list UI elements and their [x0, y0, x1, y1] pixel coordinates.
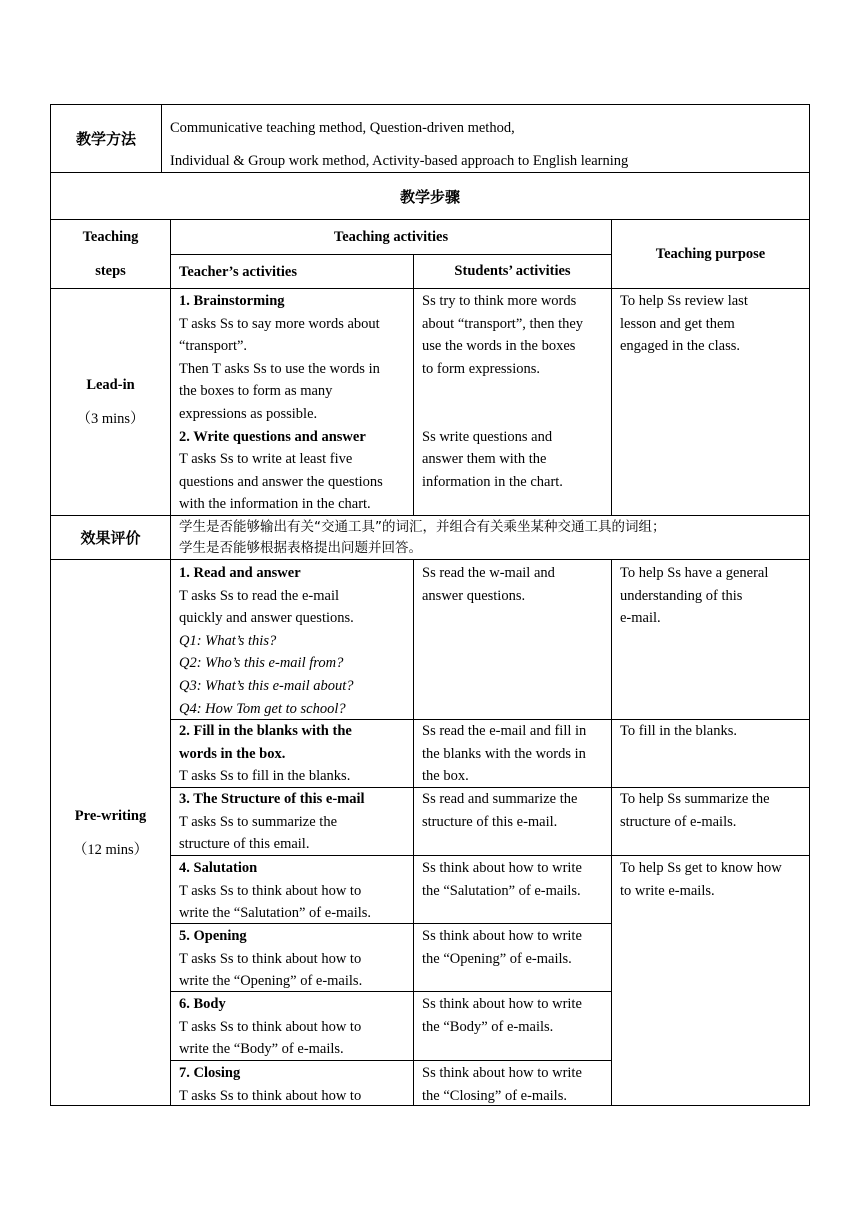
header-teacher-activities: [170, 254, 414, 289]
leadin-s2-line: information in the chart.: [422, 473, 563, 490]
pw-row3-purpose: [611, 787, 810, 856]
pw-row1-students: [413, 559, 612, 720]
pw-row2-line: T asks Ss to fill in the blanks.: [179, 768, 351, 785]
leadin-t1-line: “transport”.: [179, 338, 248, 355]
header-steps-line-2: steps: [95, 263, 126, 279]
pw-row6-line: write the “Body” of e-mails.: [179, 1041, 344, 1058]
pw-row2-title: words in the box.: [179, 745, 286, 762]
pw-row2-student-line: the blanks with the words in: [422, 745, 586, 762]
leadin-s1-line: use the words in the boxes: [422, 338, 576, 355]
pw-row2-purpose-line: To fill in the blanks.: [620, 723, 737, 739]
pw-row5-line: T asks Ss to think about how to: [179, 950, 362, 967]
method-line-2: Individual & Group work method, Activity-based approach to English learning: [170, 153, 629, 169]
leadin-purpose-line: To help Ss review last: [620, 293, 748, 309]
pw-row1-student-line: Ss read the w-mail and: [422, 565, 555, 581]
leadin-teacher-cell: [170, 288, 414, 516]
pw-row1-purpose-line: To help Ss have a general: [620, 565, 769, 581]
pw-row6-line: T asks Ss to think about how to: [179, 1018, 362, 1035]
leadin-time: （3 mins）: [76, 411, 145, 427]
pw-row4-teacher: [170, 855, 414, 924]
pw-row1-purpose-line: e-mail.: [620, 610, 661, 627]
prewriting-time: （12 mins）: [72, 841, 149, 858]
header-teaching-steps: [50, 219, 171, 289]
header-activities-label: Teaching activities: [333, 228, 449, 245]
pw-row4-line: T asks Ss to think about how to: [179, 882, 362, 899]
pw-row1-line: T asks Ss to read the e-mail: [179, 587, 340, 604]
pw-row2-student-line: the box.: [422, 768, 469, 785]
header-students-label: Students’ activities: [454, 263, 571, 280]
pw-row1-purpose-line: understanding of this: [620, 587, 743, 604]
pw-row6-student-line: the “Body” of e-mails.: [422, 1018, 554, 1035]
header-steps-line-1: Teaching: [82, 229, 139, 245]
steps-title-cell: [50, 172, 810, 220]
pw-row4-students: [413, 855, 612, 924]
prewriting-label: Pre-writing: [74, 807, 147, 824]
pw-row5-teacher: [170, 923, 414, 992]
method-label-cell: [50, 104, 162, 173]
pw-row3-teacher: [170, 787, 414, 856]
pw-row6-students: [413, 991, 612, 1061]
leadin-s2-line: Ss write questions and: [422, 428, 553, 445]
header-students-activities: [413, 254, 612, 289]
pw-row3-title: 3. The Structure of this e-mail: [179, 791, 365, 807]
eval-label-cell: [50, 515, 171, 560]
pw-row2-teacher: [170, 719, 414, 788]
pw-row3-purpose-line: To help Ss summarize the: [620, 791, 770, 807]
steps-title: 教学步骤: [399, 187, 460, 206]
leadin-t1-title: 1. Brainstorming: [179, 293, 285, 309]
pw-row4-line: write the “Salutation” of e-mails.: [179, 905, 372, 922]
pw-row5-title: 5. Opening: [179, 928, 247, 944]
pw-row3-students: [413, 787, 612, 856]
eval-line-2: 学生是否能够根据表格提出问题并回答。: [179, 540, 422, 556]
pw-row2-students: [413, 719, 612, 788]
pw-row3-student-line: Ss read and summarize the: [422, 791, 578, 807]
pw-row5-students: [413, 923, 612, 992]
pw-row7-students: [413, 1060, 612, 1106]
pw-row1-question: Q1: What’s this?: [179, 632, 277, 649]
pw-row6-title: 6. Body: [179, 996, 226, 1012]
pw-row4-student-line: the “Salutation” of e-mails.: [422, 882, 581, 899]
pw-row2-title: 2. Fill in the blanks with the: [179, 723, 352, 739]
pw-row1-title: 1. Read and answer: [179, 565, 301, 581]
pw-row5-student-line: Ss think about how to write: [422, 928, 582, 944]
pw-row7-line: T asks Ss to think about how to: [179, 1087, 362, 1104]
leadin-t1-line: expressions as possible.: [179, 405, 318, 422]
pw-row4-purpose-line: To help Ss get to know how: [620, 860, 782, 876]
leadin-step-cell: [50, 288, 171, 516]
eval-content-cell: [170, 515, 810, 560]
leadin-t1-line: T asks Ss to say more words about: [179, 315, 380, 332]
pw-row1-student-line: answer questions.: [422, 587, 526, 604]
leadin-s1-line: about “transport”, then they: [422, 315, 584, 332]
method-line-1: Communicative teaching method, Question-driven method,: [170, 120, 515, 136]
leadin-purpose-cell: [611, 288, 810, 516]
pw-row3-line: T asks Ss to summarize the: [179, 813, 338, 830]
leadin-t1-line: the boxes to form as many: [179, 383, 333, 400]
pw-row3-student-line: structure of this e-mail.: [422, 813, 558, 830]
header-teaching-purpose: [611, 219, 810, 289]
pw-row4-purpose-line: to write e-mails.: [620, 882, 715, 899]
header-teaching-activities: [170, 219, 612, 255]
leadin-t2-line: T asks Ss to write at least five: [179, 451, 353, 468]
leadin-purpose-line: engaged in the class.: [620, 338, 740, 355]
pw-row7-title: 7. Closing: [179, 1065, 241, 1081]
leadin-label: Lead-in: [86, 377, 135, 393]
pw-row7-teacher: [170, 1060, 414, 1106]
leadin-t1-line: Then T asks Ss to use the words in: [179, 360, 380, 377]
header-teacher-label: Teacher’s activities: [179, 264, 297, 280]
pw-row3-line: structure of this email.: [179, 836, 310, 853]
header-purpose-label: Teaching purpose: [655, 245, 766, 262]
leadin-spacer: [422, 403, 611, 426]
leadin-students-cell: [413, 288, 612, 516]
pw-row5-student-line: the “Opening” of e-mails.: [422, 950, 572, 967]
pw-row1-question: Q4: How Tom get to school?: [179, 700, 346, 717]
leadin-spacer: [422, 380, 611, 403]
prewriting-step-cell: [50, 559, 171, 1106]
leadin-t2-title: 2. Write questions and answer: [179, 428, 366, 445]
method-content-cell: [161, 104, 810, 173]
pw-row1-purpose: [611, 559, 810, 720]
leadin-t2-line: with the information in the chart.: [179, 496, 371, 513]
pw-row1-question: Q3: What’s this e-mail about?: [179, 677, 354, 694]
method-label: 教学方法: [75, 130, 136, 148]
pw-row7-student-line: Ss think about how to write: [422, 1065, 582, 1081]
leadin-purpose-line: lesson and get them: [620, 315, 735, 332]
pw-row4-title: 4. Salutation: [179, 860, 258, 876]
pw-row3-purpose-line: structure of e-mails.: [620, 813, 737, 830]
leadin-t2-line: questions and answer the questions: [179, 473, 383, 490]
eval-line-1: 学生是否能够输出有关“交通工具”的词汇，并组合有关乘坐某种交通工具的词组；: [179, 519, 666, 535]
pw-row5-line: write the “Opening” of e-mails.: [179, 973, 363, 990]
pw-row1-question: Q2: Who’s this e-mail from?: [179, 655, 344, 672]
pw-rows4-7-purpose: [611, 855, 810, 1106]
pw-row2-student-line: Ss read the e-mail and fill in: [422, 723, 587, 739]
pw-row2-purpose: [611, 719, 810, 788]
pw-row6-teacher: [170, 991, 414, 1061]
leadin-s1-line: to form expressions.: [422, 360, 540, 377]
leadin-s2-line: answer them with the: [422, 451, 547, 468]
eval-label: 效果评价: [80, 529, 141, 547]
pw-row6-student-line: Ss think about how to write: [422, 996, 582, 1012]
pw-row7-student-line: the “Closing” of e-mails.: [422, 1087, 567, 1104]
pw-row1-teacher: [170, 559, 414, 720]
pw-row1-line: quickly and answer questions.: [179, 610, 354, 627]
pw-row4-student-line: Ss think about how to write: [422, 860, 582, 876]
leadin-s1-line: Ss try to think more words: [422, 293, 577, 309]
